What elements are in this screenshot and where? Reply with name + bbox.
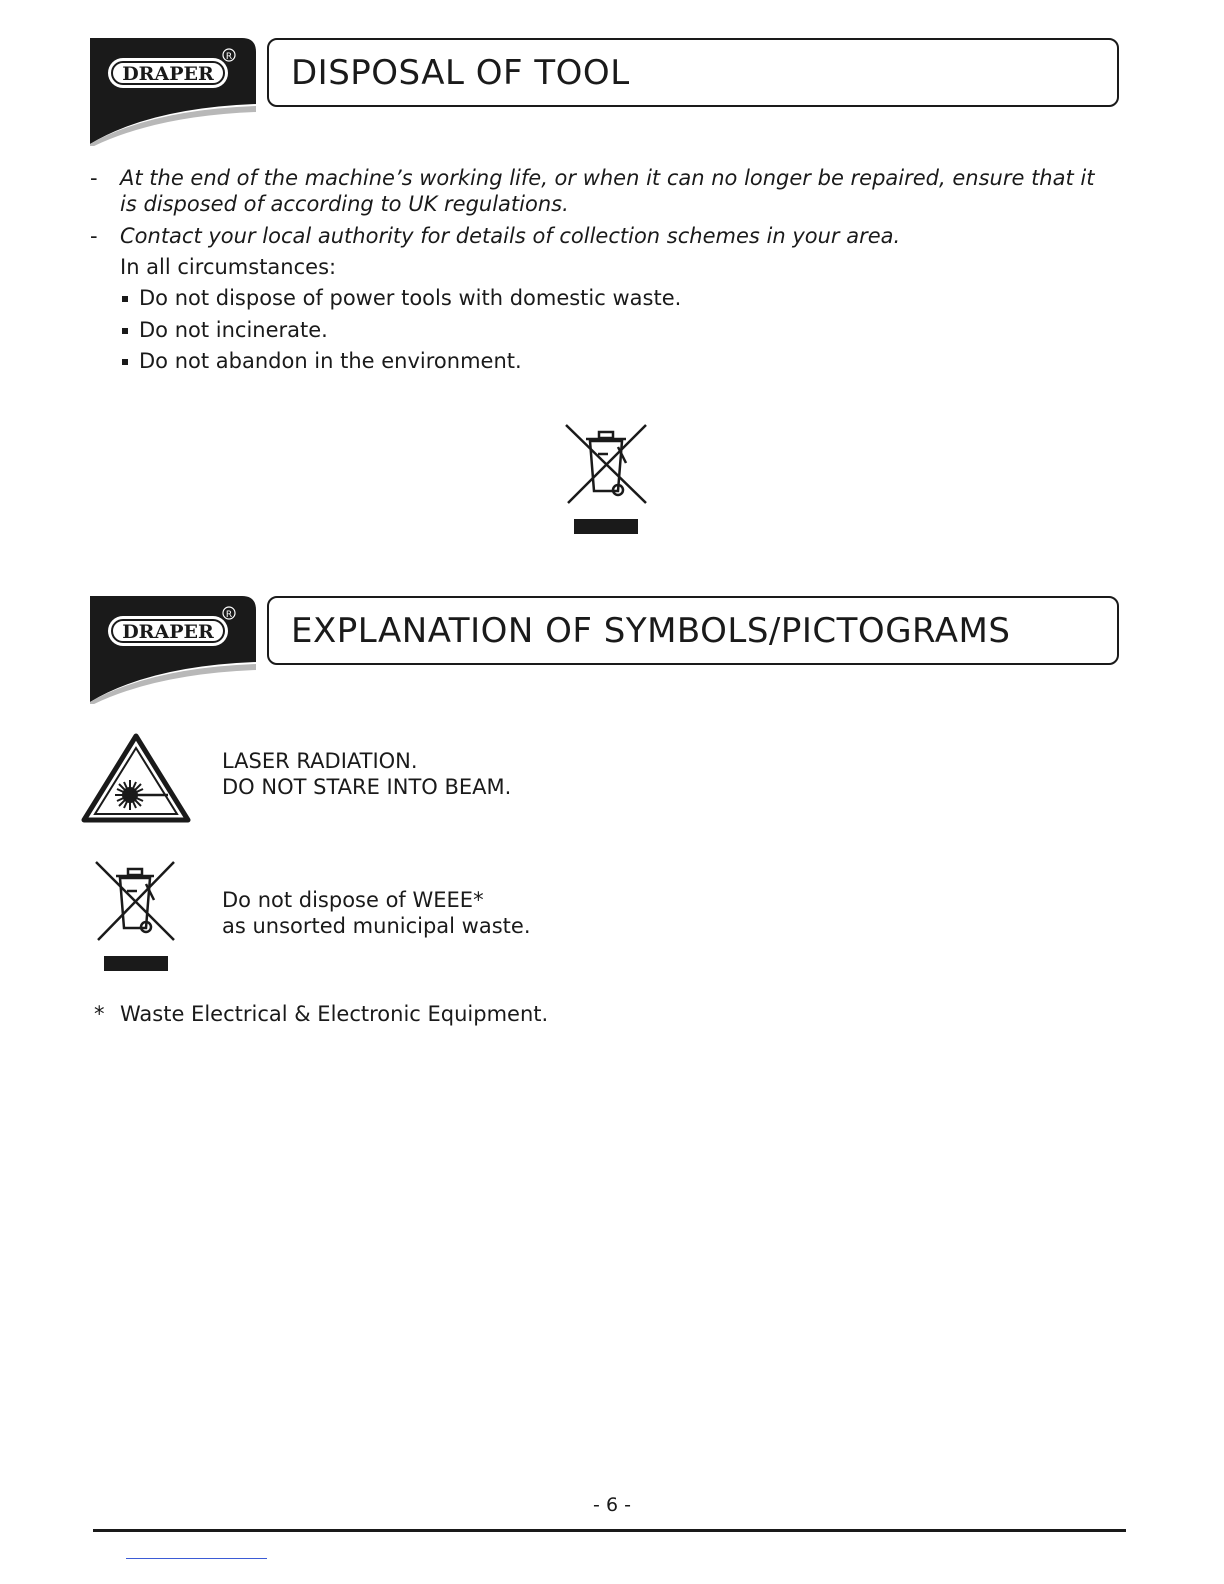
bullet-item (122, 285, 681, 311)
footnote-text: Waste Electrical & Electronic Equipment. (120, 1002, 549, 1026)
footnote-marker: * (94, 1002, 105, 1026)
square-bullet-icon (122, 296, 128, 302)
weee-text (222, 887, 531, 939)
bullet-item (122, 317, 328, 343)
bullet-item (122, 348, 522, 374)
disposal-item-1-text: At the end of the machine’s working life, or when it can no longer be repaired, ensure that it is disposed of according to UK regulations. (120, 166, 1095, 216)
symbols-title: EXPLANATION OF SYMBOLS/PICTOGRAMS (291, 610, 1011, 651)
footer-link-underline (126, 1558, 267, 1559)
dash-marker: - (90, 224, 98, 248)
disposal-item-2-text: Contact your local authority for details of collection schemes in your area. (120, 224, 901, 248)
svg-text:R: R (225, 610, 233, 620)
page-number: - 6 - (593, 1494, 631, 1516)
symbols-header (90, 596, 1126, 706)
draper-logo (90, 596, 256, 704)
disposal-header (90, 38, 1126, 148)
bullet-text: Do not dispose of power tools with domestic waste. (139, 286, 682, 310)
svg-text:R: R (225, 52, 233, 62)
bullet-text: Do not abandon in the environment. (139, 349, 522, 373)
disposal-title: DISPOSAL OF TOOL (291, 52, 630, 93)
laser-warning-icon (80, 732, 192, 826)
weee-bin-icon (564, 423, 648, 537)
draper-logo (90, 38, 256, 146)
weee-line-2: as unsorted municipal waste. (222, 914, 531, 938)
square-bullet-icon (122, 359, 128, 365)
square-bullet-icon (122, 328, 128, 334)
footer-divider (93, 1529, 1126, 1532)
dash-marker: - (90, 166, 98, 190)
svg-text:DRAPER: DRAPER (122, 621, 214, 643)
weee-line-1: Do not dispose of WEEE* (222, 888, 484, 912)
circumstances-label: In all circumstances: (120, 255, 337, 279)
laser-line-2: DO NOT STARE INTO BEAM. (222, 775, 512, 799)
laser-warning-text (222, 748, 511, 800)
weee-bin-icon (94, 860, 178, 974)
bullet-text: Do not incinerate. (139, 318, 328, 342)
disposal-title-box (267, 38, 1119, 107)
symbols-title-box (267, 596, 1119, 665)
svg-text:DRAPER: DRAPER (122, 63, 214, 85)
laser-line-1: LASER RADIATION. (222, 749, 418, 773)
